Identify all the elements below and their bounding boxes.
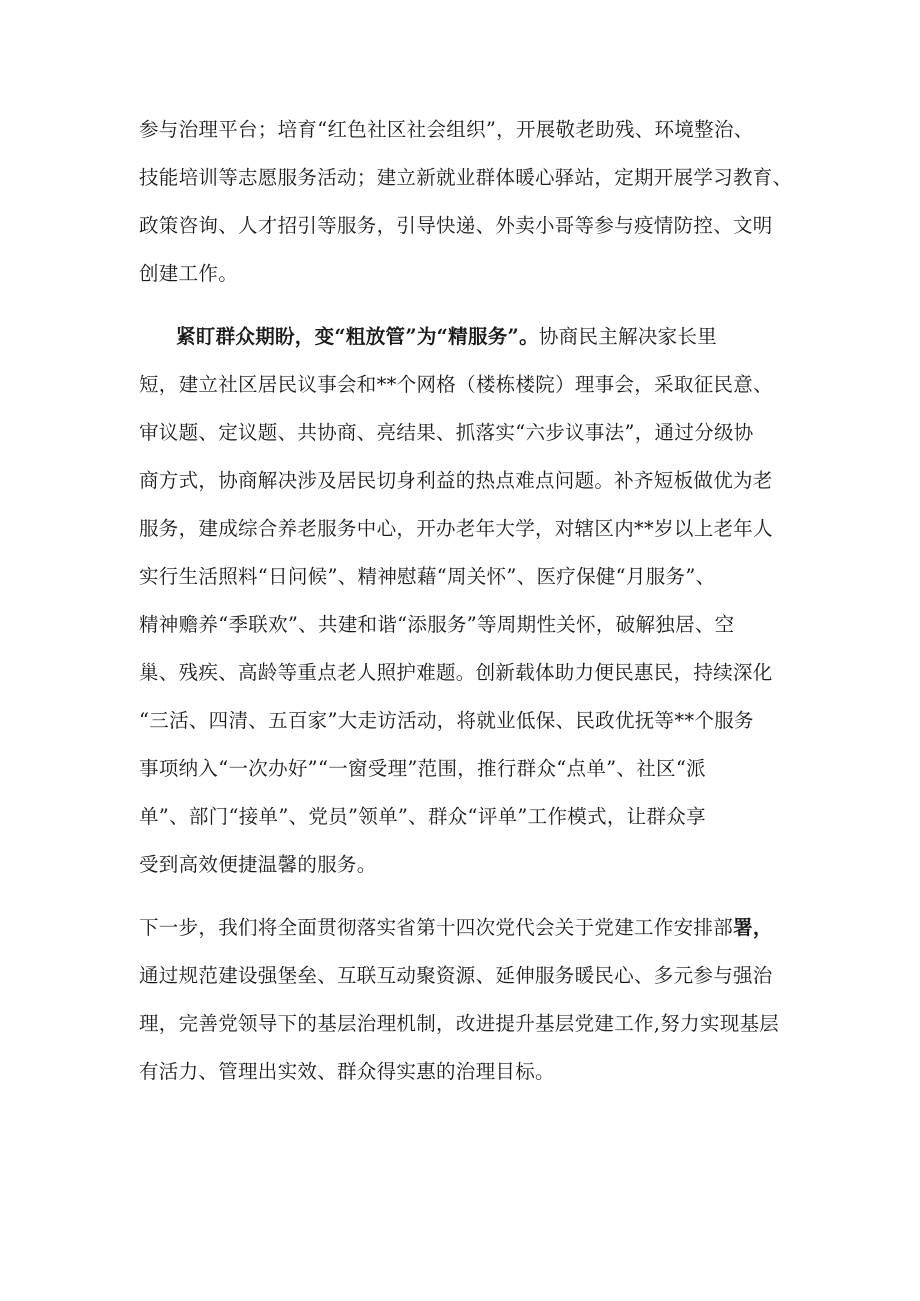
paragraph3-first-line-text: 下一步，我们将全面贯彻落实省第十四次党代会关于党建工作安排部 [139, 916, 734, 939]
paragraph2-line: “三活、四清、五百家”大走访活动，将就业低保、民政优抚等**个服务 [139, 709, 754, 732]
paragraph3-line: 通过规范建设强堡垒、互联互动聚资源、延伸服务暖民心、多元参与强治 [139, 964, 773, 987]
paragraph3-first-line [139, 916, 773, 940]
paragraph3-bold-text: 署， [733, 916, 773, 939]
paragraph3-line: 理，完善党领导下的基层治理机制，改进提升基层党建工作,努力实现基层 [139, 1012, 780, 1035]
paragraph1-line: 创建工作。 [139, 262, 239, 285]
paragraph2-first-line [176, 325, 717, 349]
paragraph2-line: 受到高效便捷温馨的服务。 [139, 853, 377, 876]
paragraph1-line: 政策咨询、人才招引等服务，引导快递、外卖小哥等参与疫情防控、文明 [139, 214, 773, 237]
paragraph3-line: 有活力、管理出实效、群众得实惠的治理目标。 [139, 1060, 555, 1083]
paragraph2-line: 精神赡养“季联欢”、共建和谐“添服务”等周期性关怀，破解独居、空 [139, 613, 735, 636]
paragraph2-line: 实行生活照料“日问候”、精神慰藉“周关怀”、医疗保健“月服务”、 [139, 565, 716, 588]
paragraph1-line: 参与治理平台；培育“红色社区社会组织”，开展敬老助残、环境整治、 [139, 118, 754, 141]
paragraph2-line: 短，建立社区居民议事会和**个网格（楼栋楼院）理事会，采取征民意、 [139, 373, 773, 396]
paragraph2-first-line-text: 协商民主解决家长里 [538, 325, 718, 348]
paragraph2-line: 巢、残疾、高龄等重点老人照护难题。创新载体助力便民惠民，持续深化 [139, 661, 773, 684]
paragraph2-line: 服务，建成综合养老服务中心，开办老年大学，对辖区内**岁以上老年人 [139, 517, 773, 540]
paragraph2-line: 审议题、定议题、共协商、亮结果、抓落实“六步议事法”，通过分级协 [139, 421, 754, 444]
paragraph1-line: 技能培训等志愿服务活动；建立新就业群体暖心驿站，定期开展学习教育、 [139, 166, 793, 189]
paragraph2-line: 商方式，协商解决涉及居民切身利益的热点难点问题。补齐短板做优为老 [139, 469, 773, 492]
paragraph2-line: 事项纳入“一次办好”“一窗受理”范围，推行群众“点单”、社区“派 [139, 757, 706, 780]
paragraph2-line: 单”、部门“接单”、党员”领单”、群众“评单”工作模式，让群众享 [139, 805, 706, 828]
paragraph2-heading: 紧盯群众期盼，变“粗放管”为“精服务”。 [176, 325, 539, 348]
